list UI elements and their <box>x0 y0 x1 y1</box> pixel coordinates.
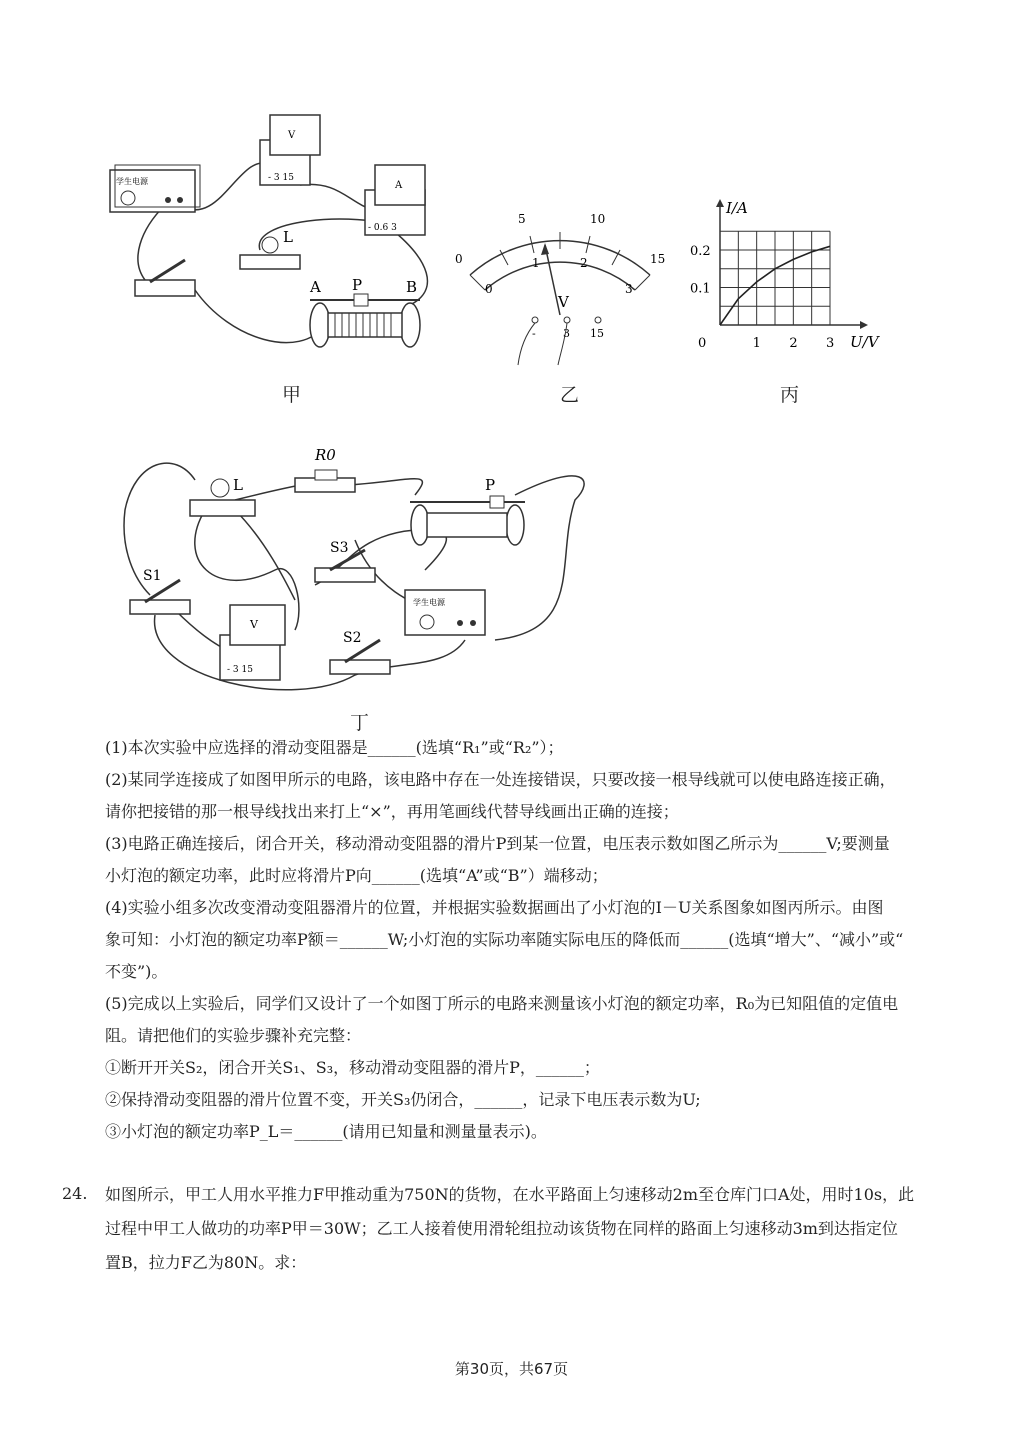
ammeter <box>365 165 425 235</box>
voltmeter <box>260 115 320 185</box>
scale-top-5: 5 <box>518 212 526 226</box>
figure-ding <box>115 440 615 715</box>
q23-part3-line2: 小灯泡的额定功率，此时应将滑片P向______(选填“A”或“B”）端移动； <box>105 866 608 885</box>
q23-part2-line1: (2)某同学连接成了如图甲所示的电路，该电路中存在一处连接错误，只要改接一根导线就可以使电路连接正确， <box>105 770 896 789</box>
question-24-number: 24. <box>62 1184 88 1203</box>
q23-part4-line2: 象可知：小灯泡的额定功率P额＝______W;小灯泡的实际功率随实际电压的降低而______(选填“增大”、“减小”或“ <box>105 930 904 949</box>
question-23-text <box>105 732 985 1148</box>
q24-line1: 如图所示，甲工人用水平推力F甲推动重为750N的货物，在水平路面上匀速移动2m至仓库门口A处，用时10s，此 <box>105 1185 915 1204</box>
question-24-text <box>105 1178 985 1280</box>
svg-text:15: 15 <box>590 327 604 340</box>
page-footer: 第30页，共67页 <box>454 1360 569 1378</box>
q23-step3: ③小灯泡的额定功率P_L＝______(请用已知量和测量量表示)。 <box>105 1122 547 1141</box>
x-tick-label: 1 <box>752 336 761 351</box>
svg-text:学生电源: 学生电源 <box>413 598 445 607</box>
svg-text:A: A <box>395 180 403 191</box>
figure-yi <box>450 205 670 370</box>
switch-s1 <box>130 568 190 614</box>
figure-bing-chart <box>690 195 890 360</box>
q23-part4-line3: 不变”)。 <box>105 962 168 981</box>
svg-text:P: P <box>352 276 363 294</box>
x-tick-label: 3 <box>826 336 835 351</box>
svg-text:- 3 15: - 3 15 <box>268 173 294 183</box>
scale-bottom-3: 3 <box>625 282 633 296</box>
q23-step1: ①断开开关S₂，闭合开关S₁、S₃，移动滑动变阻器的滑片P，______； <box>105 1058 600 1077</box>
svg-text:A: A <box>310 278 321 296</box>
y-tick-label: 0.1 <box>690 281 711 297</box>
caption-bing: 丙 <box>780 384 800 406</box>
voltmeter <box>220 605 285 680</box>
x-axis-label: U/V <box>850 333 879 351</box>
x-tick-label: 0 <box>698 336 707 351</box>
x-tick-label: 2 <box>789 336 798 351</box>
rheostat <box>410 476 525 545</box>
q24-line3: 置B，拉力F乙为80N。求： <box>105 1253 307 1272</box>
scale-bottom-1: 1 <box>532 256 540 270</box>
svg-text:S1: S1 <box>143 568 162 584</box>
svg-text:- 3 15: - 3 15 <box>227 665 253 675</box>
y-axis-arrow <box>716 199 724 207</box>
svg-text:- 0.6 3: - 0.6 3 <box>368 223 397 233</box>
figure-jia <box>100 110 440 380</box>
svg-text:V: V <box>558 293 569 311</box>
scale-top-0: 0 <box>455 252 463 266</box>
svg-text:S3: S3 <box>330 540 349 556</box>
q23-step2: ②保持滑动变阻器的滑片位置不变，开关S₃仍闭合，______，记录下电压表示数为U; <box>105 1090 701 1109</box>
svg-text:-: - <box>532 327 536 340</box>
q23-part2-line2: 请你把接错的那一根导线找出来打上“×”，再用笔画线代替导线画出正确的连接； <box>105 802 679 821</box>
scale-bottom-0: 0 <box>485 282 493 296</box>
q24-line2: 过程中甲工人做功的功率P甲＝30W；乙工人接着使用滑轮组拉动该货物在同样的路面上匀速移动3m到达指定位 <box>105 1219 898 1238</box>
power-supply <box>405 590 485 635</box>
y-tick-label: 0.2 <box>690 244 711 259</box>
svg-text:B: B <box>406 278 418 296</box>
q23-part4-line1: (4)实验小组多次改变滑动变阻器滑片的位置，并根据实验数据画出了小灯泡的I－U关系图象如图丙所示。由图 <box>105 898 884 917</box>
q23-part5-line1: (5)完成以上实验后，同学们又设计了一个如图丁所示的电路来测量该小灯泡的额定功率，R₀为已知阻值的定值电 <box>105 994 899 1013</box>
resistor-r0 <box>295 446 355 492</box>
svg-text:R0: R0 <box>315 446 336 464</box>
q23-part1: (1)本次实验中应选择的滑动变阻器是______(选填“R₁”或“R₂”）； <box>105 738 564 757</box>
svg-text:L: L <box>283 228 293 246</box>
rheostat <box>309 276 420 347</box>
scale-top-15: 15 <box>650 252 666 266</box>
x-axis-arrow <box>860 321 868 329</box>
svg-text:P: P <box>485 476 496 494</box>
lamp <box>190 476 255 516</box>
svg-text:V: V <box>250 618 258 631</box>
power-supply <box>110 165 200 212</box>
svg-text:S2: S2 <box>343 630 362 646</box>
lamp <box>240 228 300 269</box>
y-axis-label: I/A <box>726 199 748 217</box>
caption-yi: 乙 <box>560 384 580 406</box>
svg-text:V: V <box>288 130 296 141</box>
switch-s2 <box>330 630 390 674</box>
svg-text:学生电源: 学生电源 <box>116 177 148 186</box>
q23-part3-line1: (3)电路正确连接后，闭合开关，移动滑动变阻器的滑片P到某一位置，电压表示数如图乙所示为______V;要测量 <box>105 834 890 853</box>
svg-text:3: 3 <box>563 327 570 340</box>
caption-ding: 丁 <box>350 712 370 734</box>
q23-part5-line2: 阻。请把他们的实验步骤补充完整： <box>105 1026 362 1045</box>
caption-jia: 甲 <box>282 384 302 406</box>
scale-top-10: 10 <box>590 212 606 226</box>
svg-text:L: L <box>233 476 243 494</box>
scale-bottom-2: 2 <box>580 256 588 270</box>
